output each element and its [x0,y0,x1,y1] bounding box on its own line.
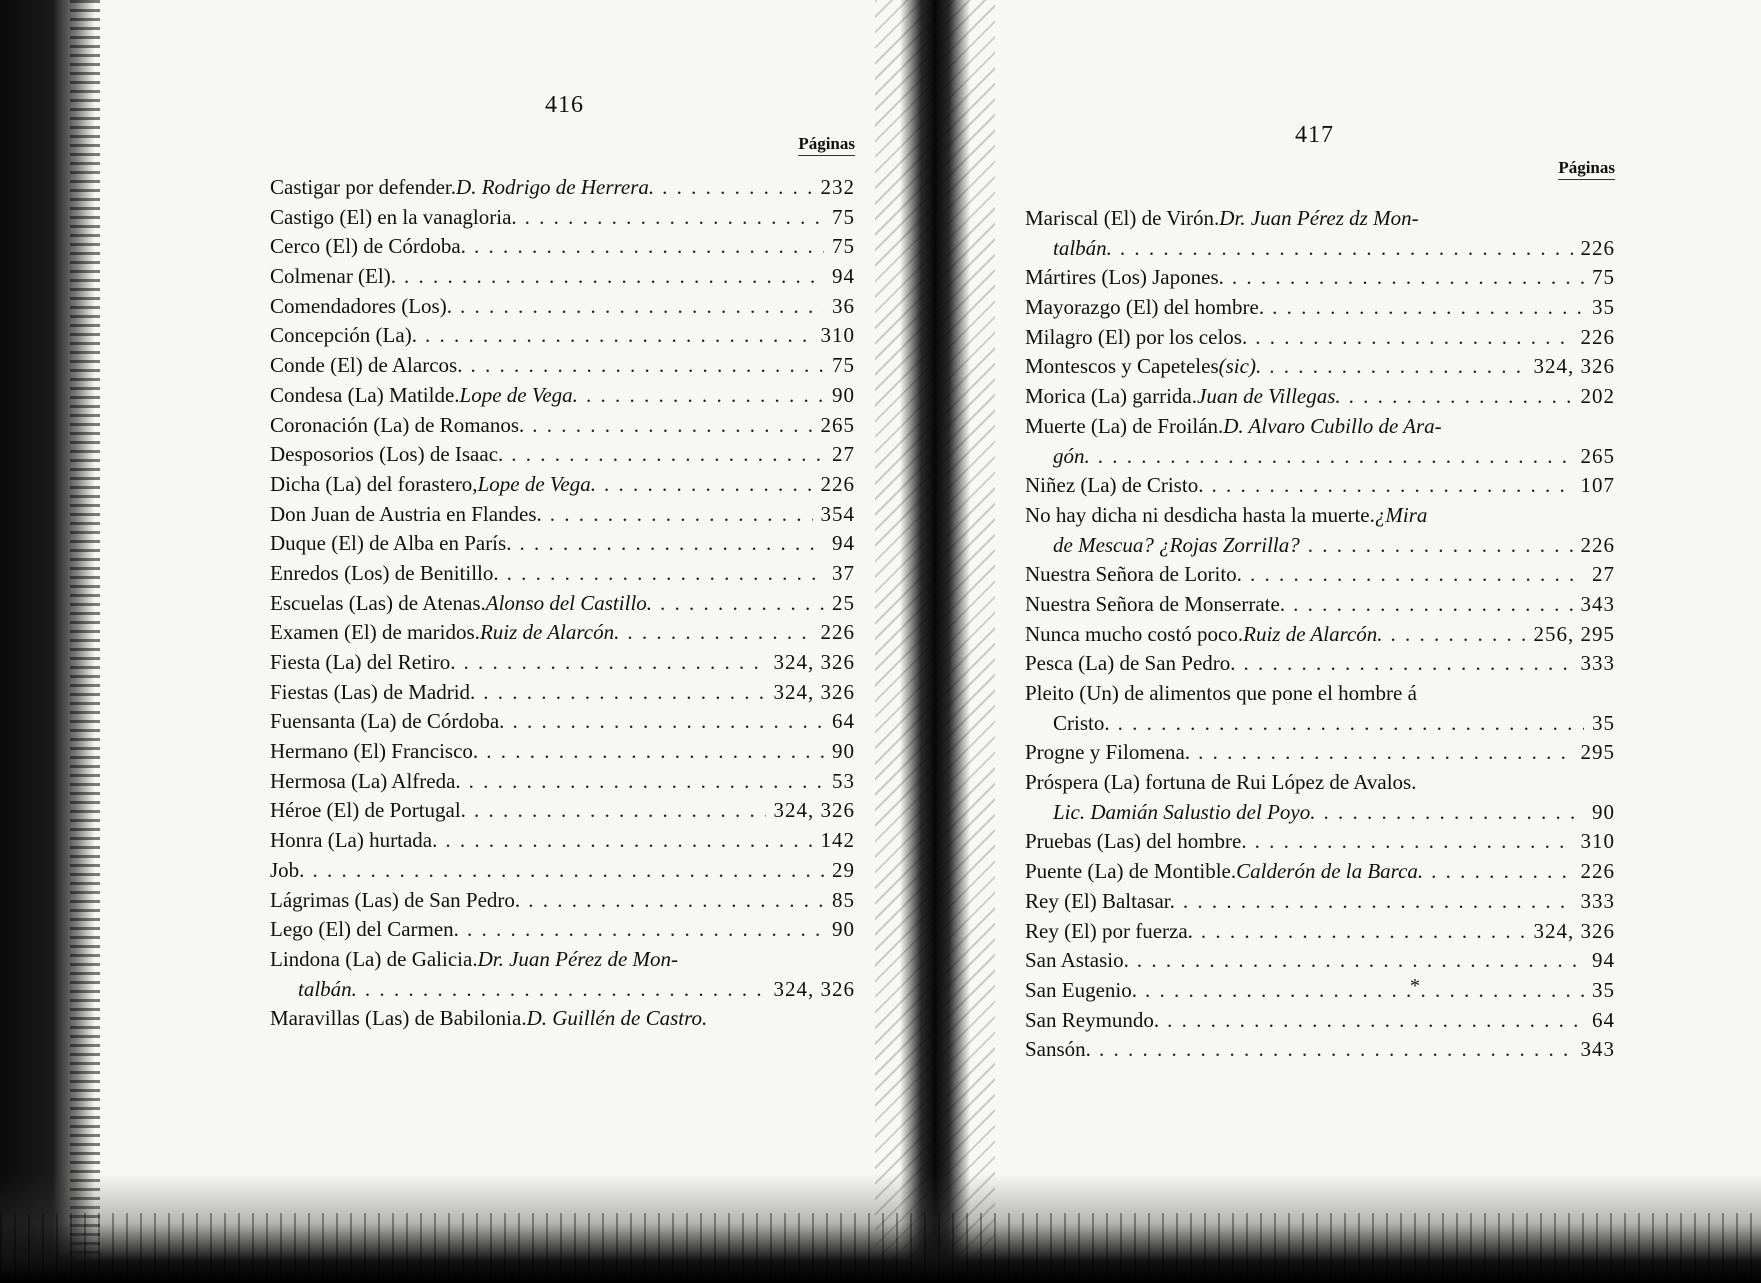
entry-title: Duque (El) de Alba en París. [270,531,512,556]
dot-leader [483,678,765,708]
entry-line [270,173,855,203]
dot-leader [1167,1006,1584,1036]
dot-leader [445,826,812,856]
entry-pages: 37 [832,560,855,585]
entry-line [1025,352,1615,382]
dot-leader [467,915,824,945]
entry-title: Fuensanta (La) de Córdoba. [270,709,505,734]
dot-leader [1098,442,1573,472]
index-entry [1025,501,1615,560]
index-entry [1025,649,1615,679]
entry-pages: 202 [1580,384,1615,409]
index-entry [270,440,855,470]
index-entry [270,826,855,856]
dot-leader [463,648,765,678]
dot-leader [604,470,813,500]
dot-leader [550,500,813,530]
entry-title: Mayorazgo (El) del hombre. [1025,295,1265,320]
index-entry [270,500,855,530]
entry-pages: 29 [832,857,855,882]
dot-leader [1201,917,1526,947]
dot-leader [519,529,824,559]
entry-line [270,618,855,648]
index-entry [1025,976,1615,1006]
entry-title: Puente (La) de Montible. [1025,859,1237,884]
entry-title: Lindona (La) de Galicia. [270,946,478,971]
index-entry [1025,263,1615,293]
entry-title: Mariscal (El) de Virón. [1025,206,1220,230]
index-entry [1025,887,1615,917]
entry-title: Próspera (La) fortuna de Rui López de Avalos. [1025,770,1417,795]
index-entry [270,292,855,322]
entry-line [1025,857,1615,887]
index-entries [1025,204,1615,1065]
entry-title: Comendadores (Los). [270,293,452,318]
page-number: 417 [1295,122,1334,148]
entry-line [1025,471,1615,501]
entry-title: Concepción (La). [270,323,417,348]
bottom-page-edge-shadow [0,1173,1761,1283]
entry-line [270,856,855,886]
entry-line [270,915,855,945]
entry-pages: 324, 326 [773,650,855,674]
entry-pages: 25 [832,590,855,615]
entry-title: Dicha (La) del forastero, [270,471,478,496]
entry-title: Examen (El) de maridos. [270,620,480,645]
entry-line [270,767,855,797]
entry-title: Rey (El) Baltasar. [1025,888,1175,913]
entry-pages: 324, 326 [1533,918,1615,943]
index-entry [270,351,855,381]
dot-leader [1211,471,1572,501]
index-entry [1025,323,1615,353]
entry-author-continued: de Mescua? ¿Rojas Zorrilla? [1053,532,1300,557]
index-entry [270,678,855,708]
dot-leader [312,856,824,886]
dot-leader [1255,827,1573,857]
entry-title: Condesa (La) Matilde. [270,382,460,407]
index-entry [270,737,855,767]
index-entry [270,945,855,1004]
entry-line [1025,976,1615,1006]
dot-leader [1198,738,1572,768]
entry-pages: 75 [832,204,855,229]
entry-continuation-line [1025,709,1615,739]
entry-line [270,381,855,411]
dot-leader [662,173,812,203]
entry-title: San Eugenio. [1025,977,1137,1002]
dot-leader [474,232,824,262]
entry-pages: 226 [1580,235,1615,260]
index-entry [1025,1006,1615,1036]
dot-leader [474,796,766,826]
end-mark: * [1410,975,1420,997]
index-entry [270,707,855,737]
entry-pages: 94 [832,531,855,556]
entry-line [1025,917,1615,947]
entry-line [1025,382,1615,412]
index-entry [1025,827,1615,857]
entry-author: Lope de Vega. [477,471,596,496]
entry-line [1025,293,1615,323]
entry-title: Enredos (Los) de Benitillo. [270,560,499,585]
entry-pages: 343 [1580,1037,1615,1062]
index-entry [1025,857,1615,887]
entry-author: Lope de Vega. [459,382,578,407]
entry-title: San Astasio. [1025,948,1129,973]
entry-title: Colmenar (El). [270,264,396,289]
index-entries [270,173,855,1034]
index-entry [270,381,855,411]
entry-title: Héroe (El) de Portugal. [270,798,466,823]
entry-title: No hay dicha ni desdicha hasta la muerte. [1025,502,1375,527]
entry-author: Ruiz de Alarcón. [1243,621,1383,646]
entry-line [270,500,855,530]
entry-title: Montescos y Capeteles [1025,354,1219,379]
entry-line [1025,560,1615,590]
entry-pages: 53 [832,768,855,793]
entry-author-continued: talbán. [1053,235,1112,260]
entry-line [1025,768,1615,798]
index-entry [270,796,855,826]
dot-leader [1349,382,1573,412]
dot-leader [460,292,824,322]
entry-title: Nuestra Señora de Monserrate. [1025,591,1286,616]
entry-line [1025,887,1615,917]
entry-pages: 324, 326 [1533,354,1615,379]
dot-leader [1323,798,1584,828]
entry-line [1025,412,1615,442]
entry-pages: 265 [1580,443,1615,468]
entry-line [270,351,855,381]
entry-title: Job. [270,857,305,882]
dot-leader [425,321,813,351]
index-entry [270,203,855,233]
index-entry [1025,382,1615,412]
entry-pages: 226 [1580,532,1615,557]
entry-pages: 64 [1592,1007,1615,1032]
entry-author-continued: gón. [1053,443,1090,468]
entry-author: D. Alvaro Cubillo de Ara- [1223,413,1442,438]
index-entry [1025,917,1615,947]
entry-line [270,232,855,262]
dot-leader [470,351,824,381]
index-entry [270,618,855,648]
entry-author: (sic). [1218,354,1262,379]
entry-title: Nunca mucho costó poco. [1025,621,1244,646]
dot-leader [511,440,824,470]
entry-title: Don Juan de Austria en Flandes. [270,501,542,526]
dot-leader [627,618,812,648]
entry-line [270,440,855,470]
index-entry [1025,946,1615,976]
entry-pages: 324, 326 [773,679,855,704]
entry-pages: 226 [820,620,855,645]
entry-line [270,470,855,500]
dot-leader [1232,263,1584,293]
entry-line [270,589,855,619]
index-entry [270,529,855,559]
entry-pages: 90 [832,382,855,407]
entry-pages: 295 [1580,740,1615,765]
entry-pages: 324, 326 [773,976,855,1001]
entry-title: Pleito (Un) de alimentos que pone el hombre á [1025,681,1417,705]
entry-line [1025,263,1615,293]
dot-leader [469,767,824,797]
entry-line [270,945,855,975]
entry-author: D. Guillén de Castro. [526,1006,708,1031]
entry-line [270,648,855,678]
index-entry [270,856,855,886]
dot-leader [532,411,812,441]
entry-title: Pesca (La) de San Pedro. [1025,651,1236,676]
entry-line [270,707,855,737]
index-entry [270,559,855,589]
entry-line [270,796,855,826]
entry-title: Progne y Filomena. [1025,740,1191,765]
entry-line [1025,679,1615,709]
entry-title: Hermano (El) Francisco. [270,739,479,764]
index-entry [1025,768,1615,827]
entry-pages: 107 [1580,473,1615,498]
entry-pages: 354 [820,501,855,526]
dot-leader [1118,709,1584,739]
entry-pages: 333 [1580,651,1615,676]
entry-title: Escuelas (Las) de Atenas. [270,590,486,615]
dot-leader [1269,352,1525,382]
dot-leader [1244,649,1573,679]
entry-title: Hermosa (La) Alfreda. [270,768,461,793]
entry-pages: 94 [832,264,855,289]
entry-pages: 310 [1580,829,1615,854]
index-entry [270,1004,855,1034]
entry-line [270,559,855,589]
entry-pages: 75 [832,234,855,259]
entry-line [270,411,855,441]
entry-pages: 256, 295 [1533,621,1615,646]
entry-pages: 232 [820,175,855,199]
pages-column-header: Páginas [1558,158,1615,180]
index-entry [270,321,855,351]
index-entry [270,589,855,619]
entry-line [1025,501,1615,531]
entry-line [270,826,855,856]
index-entry [1025,412,1615,471]
entry-title: Sansón. [1025,1037,1091,1062]
entry-line [270,678,855,708]
entry-line [270,529,855,559]
index-entry [1025,1035,1615,1065]
dot-leader [486,737,824,767]
entry-pages: 75 [832,353,855,378]
entry-title: Desposorios (Los) de Isaac. [270,442,504,467]
entry-line [1025,323,1615,353]
dot-leader [1183,887,1573,917]
entry-author: Dr. Juan Pérez dz Mon- [1219,206,1419,230]
entry-author: D. Rodrigo de Herrera. [456,175,655,199]
entry-pages: 85 [832,887,855,912]
entry-pages: 94 [1592,948,1615,973]
index-entry [270,470,855,500]
entry-author: Alonso del Castillo. [485,590,653,615]
entry-continuation-line [1025,531,1615,561]
dot-leader [1391,620,1526,650]
pages-column-header: Páginas [798,134,855,156]
dot-leader [1308,531,1573,561]
entry-continuation-line [1025,442,1615,472]
left-page-edge-shadow [0,0,95,1283]
index-entry [1025,471,1615,501]
entry-pages: 343 [1580,591,1615,616]
entry-continuation-line [1025,234,1615,264]
dot-leader [525,203,824,233]
entry-title: Nuestra Señora de Lorito. [1025,562,1242,587]
entry-line [1025,827,1615,857]
entry-author: Juan de Villegas. [1197,384,1341,409]
index-entry [1025,679,1615,738]
index-entry [1025,560,1615,590]
entry-title: Niñez (La) de Cristo. [1025,473,1204,498]
index-entry [270,262,855,292]
entry-line [1025,738,1615,768]
dot-leader [1250,560,1584,590]
dot-leader [1431,857,1572,887]
dot-leader [1255,323,1572,353]
entry-author-continued: talbán. [298,976,357,1001]
dot-leader [586,381,824,411]
entry-title: Milagro (El) por los celos. [1025,324,1248,349]
index-entry [1025,620,1615,650]
entry-line [1025,204,1615,234]
entry-author: Dr. Juan Pérez de Mon- [477,946,679,971]
entry-pages: 36 [832,293,855,318]
entry-line [1025,620,1615,650]
index-entry [270,915,855,945]
dot-leader [1145,976,1584,1006]
index-entry [270,232,855,262]
entry-title: Rey (El) por fuerza. [1025,918,1193,943]
entry-line [270,1004,855,1034]
entry-pages: 35 [1592,710,1615,735]
entry-pages: 226 [1580,324,1615,349]
entry-line [1025,649,1615,679]
entry-pages: 64 [832,709,855,734]
entry-pages: 35 [1592,977,1615,1002]
entry-line [1025,590,1615,620]
entry-title-continued: Cristo. [1053,710,1110,735]
entry-title: Morica (La) garrida. [1025,384,1197,409]
dot-leader [1099,1035,1573,1065]
dot-leader [404,262,824,292]
dot-leader [507,559,824,589]
entry-title: Honra (La) hurtada. [270,828,438,853]
index-entry [1025,738,1615,768]
entry-continuation-line [270,975,855,1005]
entry-title: Cerco (El) de Córdoba. [270,234,466,259]
entry-title: Coronación (La) de Romanos. [270,412,525,437]
entry-continuation-line [1025,798,1615,828]
entry-pages: 265 [820,412,855,437]
entry-line [1025,946,1615,976]
page-number: 416 [545,92,584,118]
dot-leader [1137,946,1584,976]
entry-line [270,203,855,233]
entry-title: Pruebas (Las) del hombre. [1025,829,1247,854]
entry-line [270,886,855,916]
entry-line [270,321,855,351]
book-gutter-shadow [900,0,970,1283]
dot-leader [1272,293,1584,323]
entry-pages: 226 [1580,859,1615,884]
entry-pages: 333 [1580,888,1615,913]
entry-title: Castigo (El) en la vanagloria. [270,204,517,229]
index-entry [270,886,855,916]
entry-pages: 27 [1592,562,1615,587]
dot-leader [1293,590,1572,620]
entry-pages: 142 [820,828,855,853]
dot-leader [528,886,824,916]
entry-title: Lego (El) del Carmen. [270,917,459,942]
entry-author-continued: Lic. Damián Salustio del Poyo. [1053,799,1316,824]
entry-title: San Reymundo. [1025,1007,1160,1032]
entry-pages: 75 [1592,265,1615,290]
index-entry [1025,293,1615,323]
dot-leader [1120,234,1573,264]
entry-title: Fiesta (La) del Retiro. [270,650,456,674]
entry-title: Castigar por defender. [270,175,457,199]
entry-author: ¿Mira [1374,502,1428,527]
dot-leader [660,589,824,619]
dot-leader [512,707,824,737]
index-entry [1025,352,1615,382]
entry-pages: 310 [820,323,855,348]
entry-pages: 90 [1592,799,1615,824]
entry-line [270,262,855,292]
entry-line [1025,1035,1615,1065]
dot-leader [365,975,766,1005]
index-entry [1025,590,1615,620]
index-entry [270,767,855,797]
index-entry [270,411,855,441]
entry-title: Fiestas (Las) de Madrid. [270,679,476,704]
entry-author: Calderón de la Barca. [1236,859,1424,884]
entry-pages: 35 [1592,295,1615,320]
entry-line [270,737,855,767]
entry-title: Lágrimas (Las) de San Pedro. [270,887,521,912]
index-entry [1025,204,1615,263]
entry-title: Maravillas (Las) de Babilonia. [270,1006,527,1031]
entry-pages: 226 [820,471,855,496]
entry-pages: 27 [832,442,855,467]
entry-title: Conde (El) de Alarcos. [270,353,463,378]
entry-line [270,292,855,322]
entry-author: Ruiz de Alarcón. [479,620,620,645]
index-entry [270,173,855,203]
entry-title: Mártires (Los) Japones. [1025,265,1224,290]
entry-line [1025,1006,1615,1036]
entry-pages: 90 [832,739,855,764]
entry-title: Muerte (La) de Froilán. [1025,413,1224,438]
entry-pages: 324, 326 [773,798,855,823]
index-entry [270,648,855,678]
entry-pages: 90 [832,917,855,942]
